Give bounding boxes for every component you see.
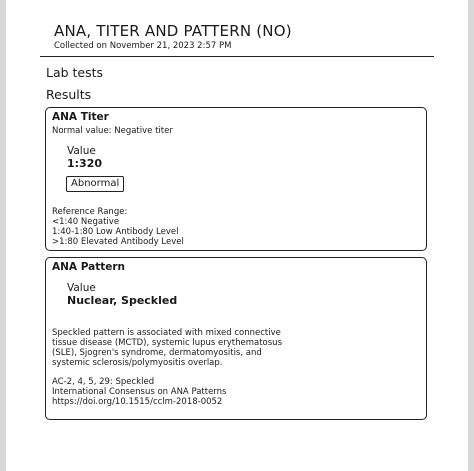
ana-titer-value-label: Value xyxy=(67,145,96,157)
pattern-reference-line: International Consensus on ANA Patterns xyxy=(52,387,227,397)
ana-titer-normal-value: Normal value: Negative titer xyxy=(52,126,173,136)
ana-titer-title: ANA Titer xyxy=(52,111,109,123)
ana-pattern-card xyxy=(45,257,427,420)
pattern-reference-link[interactable]: https://doi.org/10.1515/cclm-2018-0052 xyxy=(52,397,223,407)
reference-range-line: 1:40-1:80 Low Antibody Level xyxy=(52,227,179,237)
right-edge-shadow xyxy=(468,0,474,471)
collected-timestamp: Collected on November 21, 2023 2:57 PM xyxy=(54,41,232,51)
pattern-description-line: tissue disease (MCTD), systemic lupus erythematosus xyxy=(52,338,282,348)
ana-pattern-title: ANA Pattern xyxy=(52,261,126,273)
reference-range-line: >1:80 Elevated Antibody Level xyxy=(52,237,184,247)
pattern-description-line: Speckled pattern is associated with mixed connective xyxy=(52,328,281,338)
results-heading: Results xyxy=(46,87,92,102)
ana-titer-value: 1:320 xyxy=(67,157,103,170)
pattern-reference-line: AC-2, 4, 5, 29: Speckled xyxy=(52,377,155,387)
reference-range-heading: Reference Range: xyxy=(52,207,128,217)
result-header xyxy=(40,0,434,57)
ana-titer-card xyxy=(45,107,427,251)
reference-range-line: <1:40 Negative xyxy=(52,217,120,227)
ana-pattern-value: Nuclear, Speckled xyxy=(67,294,178,307)
abnormal-badge: Abnormal xyxy=(66,176,124,192)
ana-pattern-value-label: Value xyxy=(67,282,96,294)
left-edge-shadow xyxy=(0,0,6,471)
page-title: ANA, TITER AND PATTERN (NO) xyxy=(54,22,292,40)
pattern-description-line: (SLE), Sjogren's syndrome, dermatomyositis, and xyxy=(52,348,262,358)
lab-tests-heading: Lab tests xyxy=(46,65,104,80)
pattern-description-line: systemic sclerosis/polymyositis overlap. xyxy=(52,358,223,368)
